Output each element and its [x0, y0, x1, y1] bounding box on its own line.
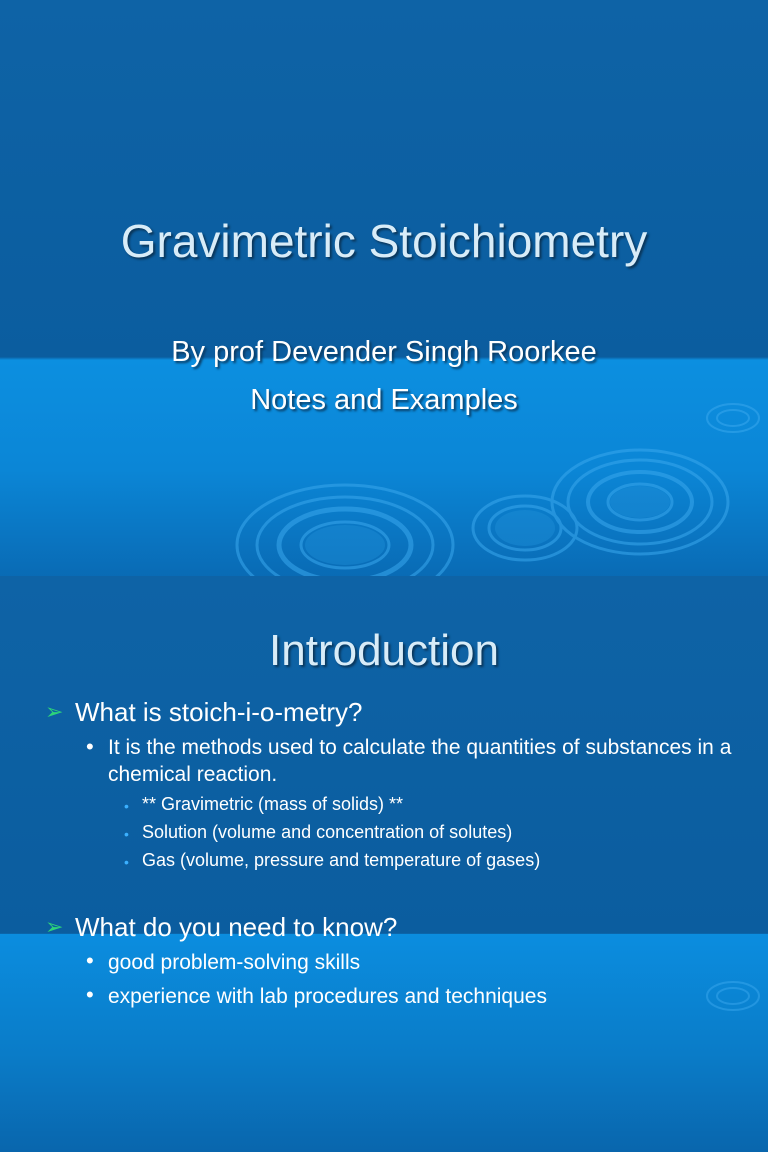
arrow-bullet-icon: ➢ — [45, 699, 64, 724]
sub-bullet-text: Solution (volume and concentration of solutes) — [142, 822, 513, 842]
introduction-slide — [0, 576, 768, 1152]
subtitle-line: Notes and Examples — [250, 384, 518, 416]
sub-bullet-dot-icon: • — [124, 826, 129, 842]
bullet-dot-icon: • — [86, 948, 94, 973]
bullet-heading: What is stoich-i-o-metry? — [75, 697, 363, 727]
sub-bullet-text: Gas (volume, pressure and temperature of gases) — [142, 850, 541, 870]
bullet-dot-icon: • — [86, 982, 94, 1007]
bullet-dot-icon: • — [86, 734, 94, 759]
bullet-heading: What do you need to know? — [75, 912, 398, 942]
slide-title: Introduction — [269, 626, 499, 675]
sub-bullet-dot-icon: • — [124, 854, 129, 870]
sub-bullet-dot-icon: • — [124, 798, 129, 814]
bullet-text: experience with lab procedures and techniques — [108, 985, 547, 1008]
sub-bullet-text: ** Gravimetric (mass of solids) ** — [142, 794, 404, 814]
slide-title: Gravimetric Stoichiometry — [120, 215, 648, 267]
bullet-text: It is the methods used to calculate the quantities of substances in a chemical reaction. — [108, 736, 732, 786]
arrow-bullet-icon: ➢ — [45, 914, 64, 939]
bullet-text: good problem-solving skills — [108, 951, 361, 974]
author-line: By prof Devender Singh Roorkee — [171, 336, 597, 368]
